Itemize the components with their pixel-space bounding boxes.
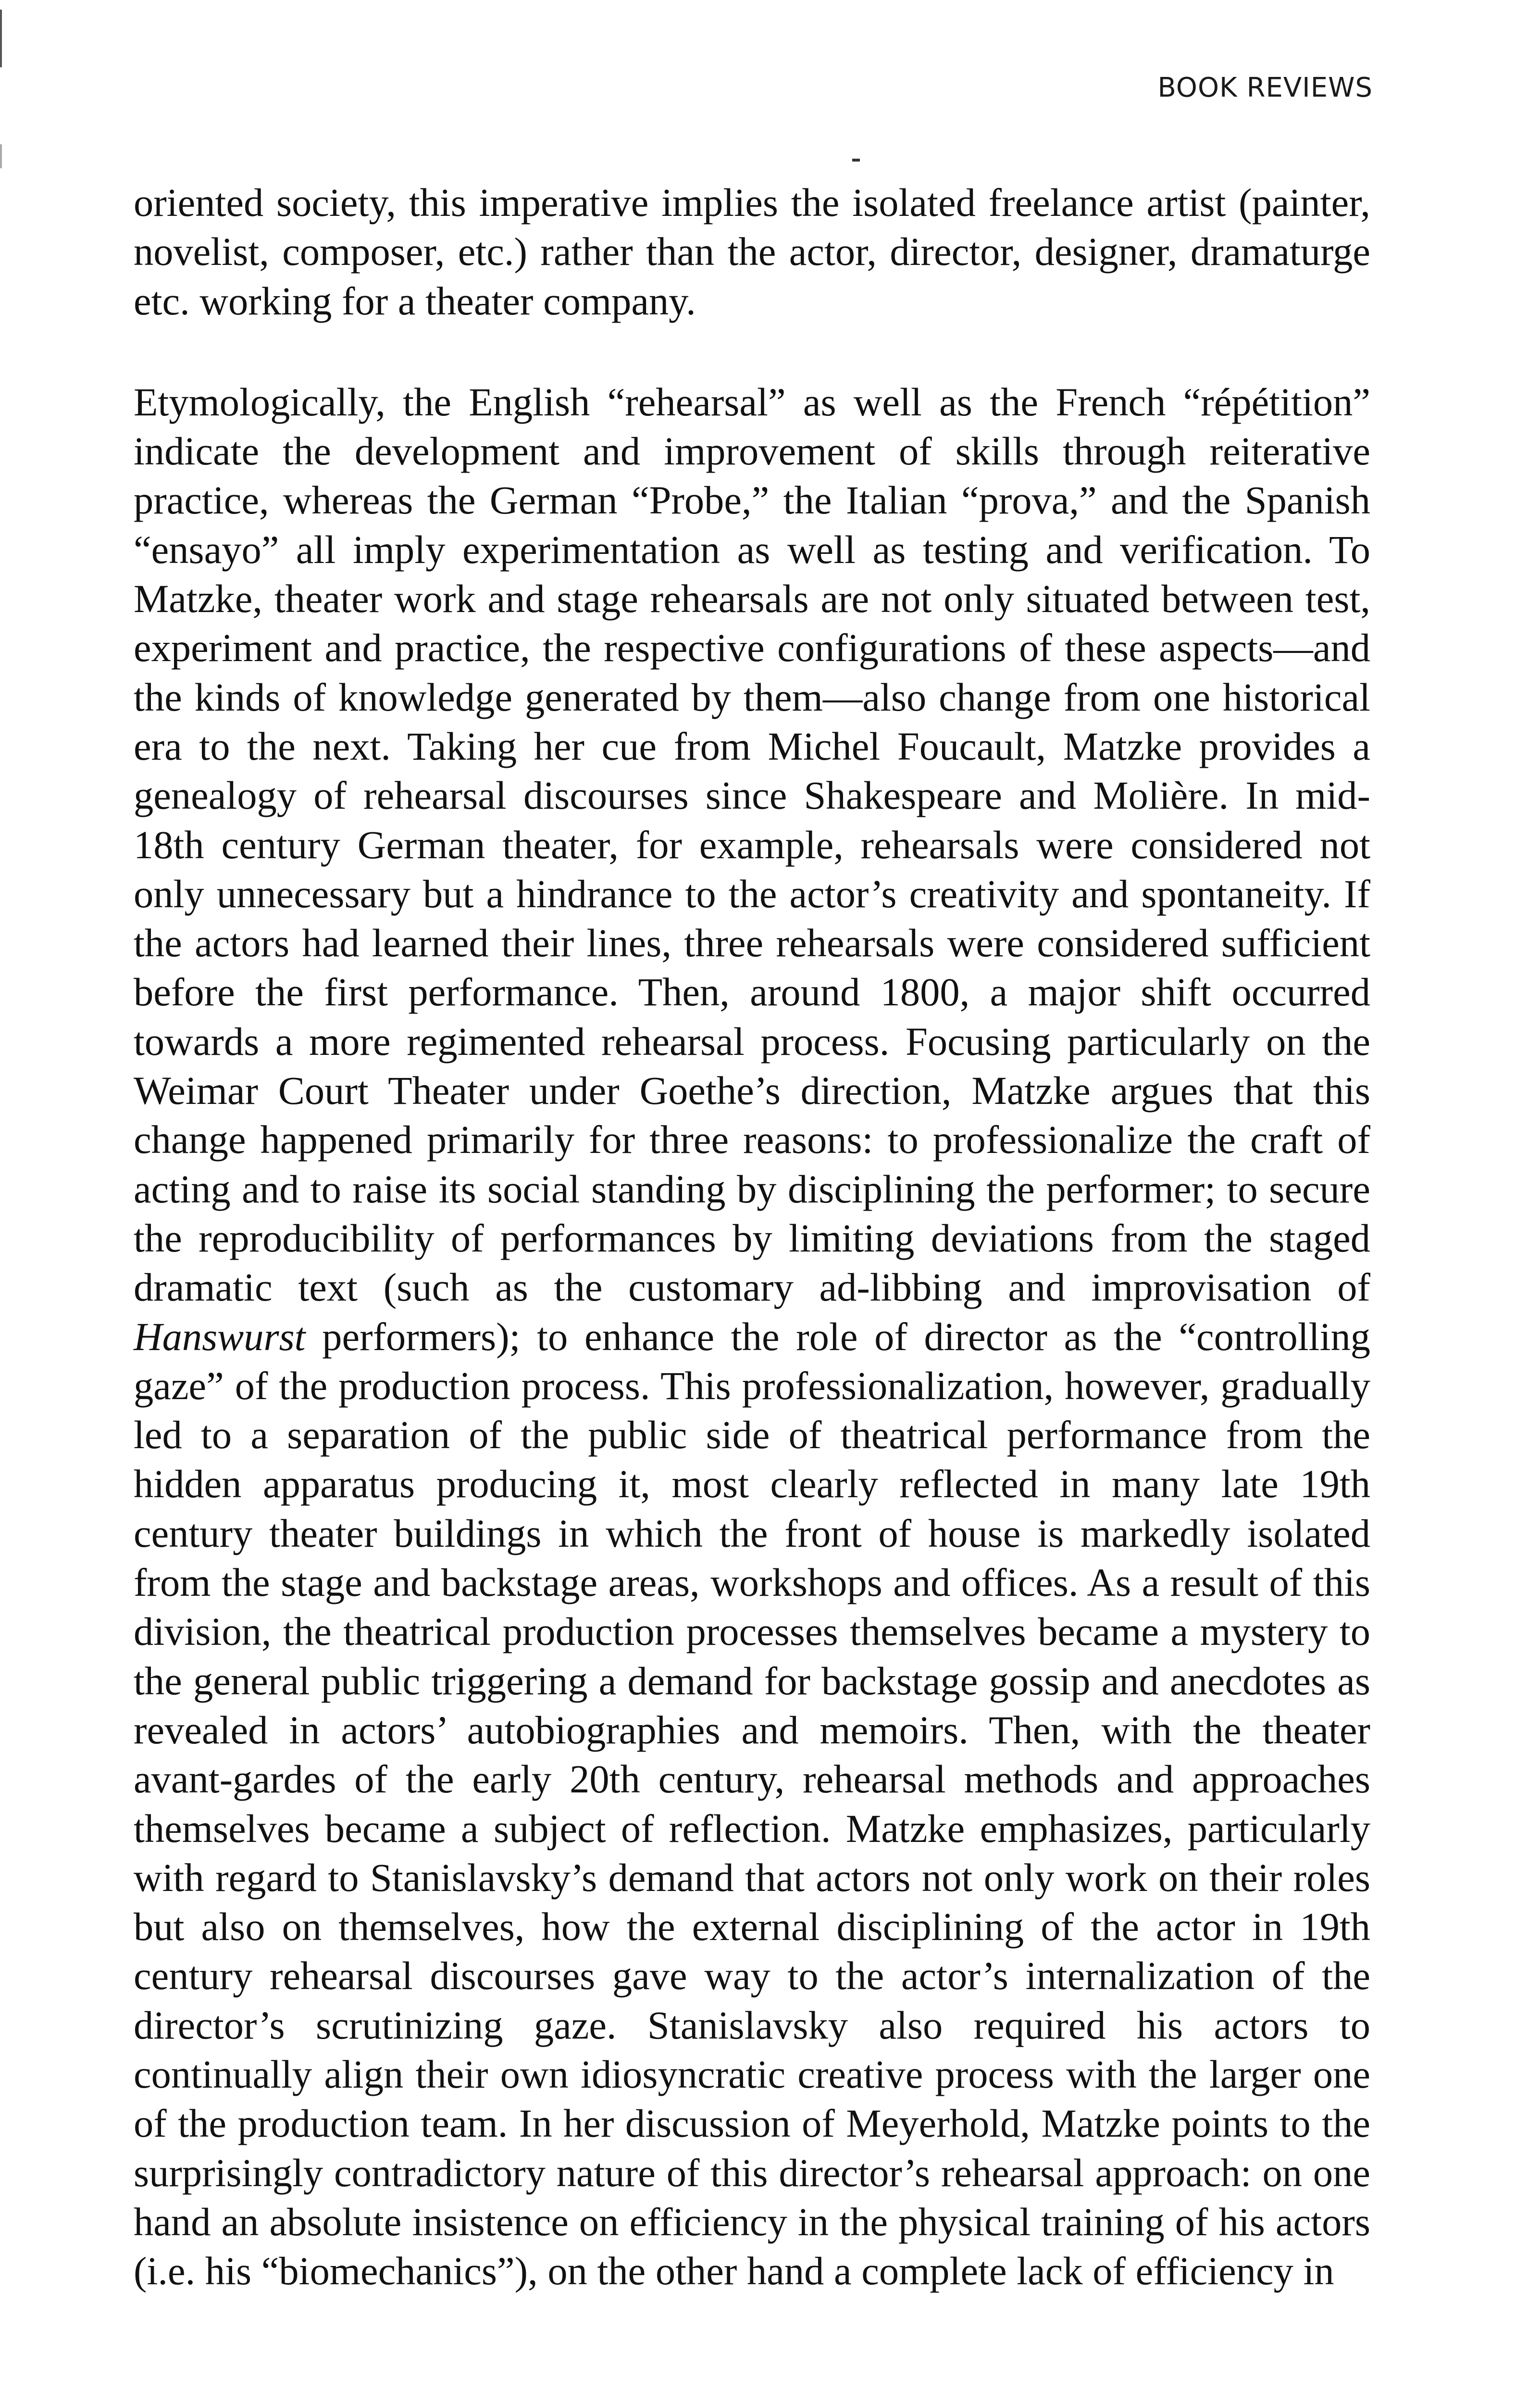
italic-term-hanswurst: Hanswurst: [134, 1314, 306, 1359]
paragraph-text: performers); to enhance the role of director as the “controlling gaze” of the production process. This professionalization, however, gradually led to a separation of the public side of theatrical performance from the hidden apparatus producing it, most clearly reflected in many late 19th century theater buildings in which the front of house is markedly isolated from the stage and backstage areas, workshops and offices. As a result of this division, the theatrical production processes themselves became a mystery to the general public triggering a demand for backstage gossip and anecdotes as revealed in actors’ autobiographies and memoirs. Then, with the theater avant-gardes of the early 20th century, rehearsal methods and approaches themselves became a subject of reflection. Matzke emphasizes, particularly with regard to Stanislavsky’s demand that actors not only work on their roles but also on themselves, how the external disciplining of the actor in 19th century rehearsal discourses gave way to the actor’s internalization of the director’s scrutinizing gaze. Stanislavsky also required his actors to continually align their own idiosyncratic creative process with the larger one of the production team. In her discussion of Meyerhold, Matzke points to the surprisingly contradictory nature of this director’s rehearsal approach: on one hand an absolute insistence on efficiency in the physical training of his actors (i.e. his “biomechanics”), on the other hand a complete lack of efficiency in: [134, 1314, 1370, 2293]
paragraph-line: etc. working for a theater company.: [134, 278, 696, 323]
scan-edge-mark: [0, 144, 2, 168]
running-header: BOOK REVIEWS: [1157, 72, 1373, 103]
scan-edge-mark: [0, 10, 2, 67]
paragraph-etymology: [134, 377, 1370, 2296]
page-body: [134, 178, 1370, 2295]
paragraph-continued: [134, 178, 1370, 326]
paragraph-line: novelist, composer, etc.) rather than the actor, director, designer, dramaturge: [134, 229, 1370, 274]
paragraph-text: Etymologically, the English “rehearsal” as well as the French “répétition” indicate the development and improvement of skills through reiterative practice, whereas the German “Probe,” the Italian “prova,” and the Spanish “ensayo” all imply experimentation as well as testing and verification. To Matzke, theater work and stage rehearsals are not only situated between test, experiment and practice, the respective configurations of these aspects—and the kinds of knowledge generated by them—also change from one historical era to the next. Taking her cue from Michel Foucault, Matzke provides a genealogy of rehearsal discourses since Shakespeare and Molière. In mid-18th century German theater, for example, rehearsals were considered not only unnecessary but a hindrance to the actor’s creativity and spontaneity. If the actors had learned their lines, three rehearsals were considered sufficient before the first performance. Then, around 1800, a major shift occurred towards a more regimented rehearsal process. Focusing particularly on the Weimar Court Theater under Goethe’s direction, Matzke argues that this change happened primarily for three reasons: to professionalize the craft of acting and to raise its social standing by disciplining the performer; to secure the reproducibility of performances by limiting deviations from the staged dramatic text (such as the customary ad-libbing and improvisation of: [134, 379, 1370, 1310]
scan-dash-mark: [852, 159, 860, 162]
paragraph-line: oriented society, this imperative implies the isolated freelance artist (painter,: [134, 180, 1370, 225]
